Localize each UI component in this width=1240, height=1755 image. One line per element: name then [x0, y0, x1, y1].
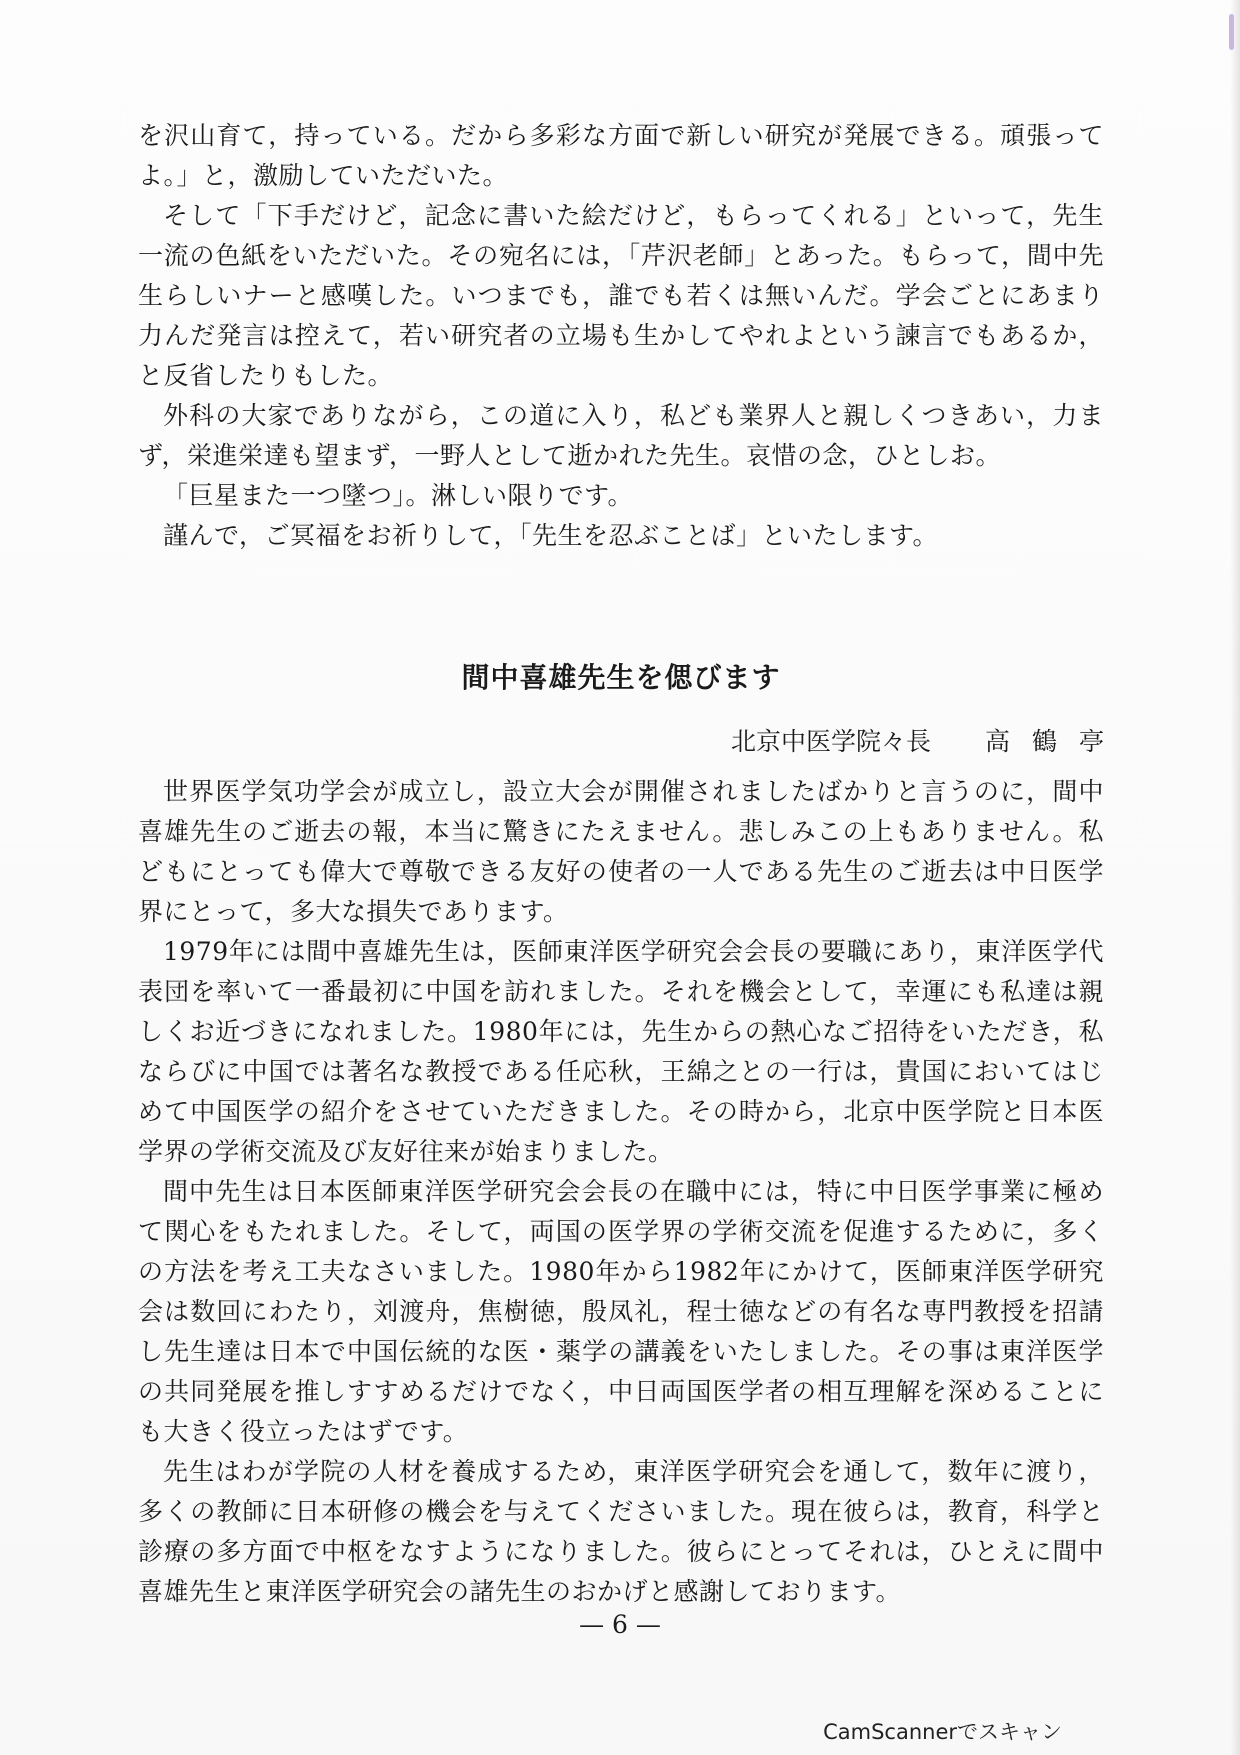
- author-name: 高鶴亭: [984, 727, 1126, 756]
- camscanner-watermark: CamScannerでスキャン: [823, 1720, 1062, 1744]
- author-institution: 北京中医学院々長: [730, 727, 931, 756]
- article-title: 間中喜雄先生を偲びます: [461, 661, 781, 694]
- paragraph: 謹んで，ご冥福をお祈りして，「先生を忍ぶことば」といたします。: [163, 521, 939, 550]
- page-number: — 6 —: [579, 1610, 661, 1639]
- page-content: [138, 116, 1126, 1612]
- scan-edge-shadow: [1230, 0, 1240, 1755]
- paragraph: 世界医学気功学会が成立し，設立大会が開催されましたばかりと言うのに，間中喜雄先生のご逝去の報，本当に驚きにたえません。悲しみこの上もありません。私どもにとっても偉大で尊敬できる友好の使者の一人である先生のご逝去は中日医学界にとって，多大な損失であります。: [138, 777, 1104, 926]
- paragraph: そして「下手だけど，記念に書いた絵だけど，もらってくれる」といって，先生一流の色紙をいただいた。その宛名には，「芹沢老師」とあった。もらって，間中先生らしいナーと感嘆した。いつまでも，誰でも若くは無いんだ。学会ごとにあまり力んだ発言は控えて，若い研究者の立場も生かしてやれよという諫言でもあるか，と反省したりもした。: [138, 201, 1104, 390]
- paragraph: 「巨星また一つ墜つ」。淋しい限りです。: [163, 481, 634, 510]
- paragraph: 先生はわが学院の人材を養成するため，東洋医学研究会を通して，数年に渡り，多くの教師に日本研修の機会を与えてくださいました。現在彼らは，教育，科学と診療の多方面で中枢をなすようになりました。彼らにとってそれは，ひとえに間中喜雄先生と東洋医学研究会の諸先生のおかげと感謝しております。: [138, 1457, 1104, 1606]
- article-byline: [138, 722, 1126, 762]
- paragraph: 間中先生は日本医師東洋医学研究会会長の在職中には，特に中日医学事業に極めて関心をもたれました。そして，両国の医学界の学術交流を促進するために，多くの方法を考え工夫なさいました。1980年から1982年にかけて，医師東洋医学研究会は数回にわたり，刘渡舟，焦樹徳，殷凤礼，程士徳などの有名な専門教授を招請し先生達は日本で中国伝統的な医・薬学の講義をいたしました。その事は東洋医学の共同発展を推しすすめるだけでなく，中日両国医学者の相互理解を深めることにも大きく役立ったはずです。: [138, 1177, 1104, 1446]
- paragraph: 1979年には間中喜雄先生は，医師東洋医学研究会会長の要職にあり，東洋医学代表団を率いて一番最初に中国を訪れました。それを機会として，幸運にも私達は親しくお近づきになれました。1980年には，先生からの熱心なご招待をいただき，私ならびに中国では著名な教授である任応秋，王綿之との一行は，貴国においてはじめて中国医学の紹介をさせていただきました。その時から，北京中医学院と日本医学界の学術交流及び友好往来が始まりました。: [138, 937, 1104, 1166]
- paragraph: 外科の大家でありながら，この道に入り，私ども業界人と親しくつきあい，力まず，栄進栄達も望まず，一野人として逝かれた先生。哀惜の念，ひとしお。: [138, 401, 1104, 470]
- scan-edge-mark: [1229, 14, 1234, 50]
- paragraph-continued: を沢山育て，持っている。だから多彩な方面で新しい研究が発展できる。頑張ってよ。」と，激励していただいた。: [138, 121, 1104, 190]
